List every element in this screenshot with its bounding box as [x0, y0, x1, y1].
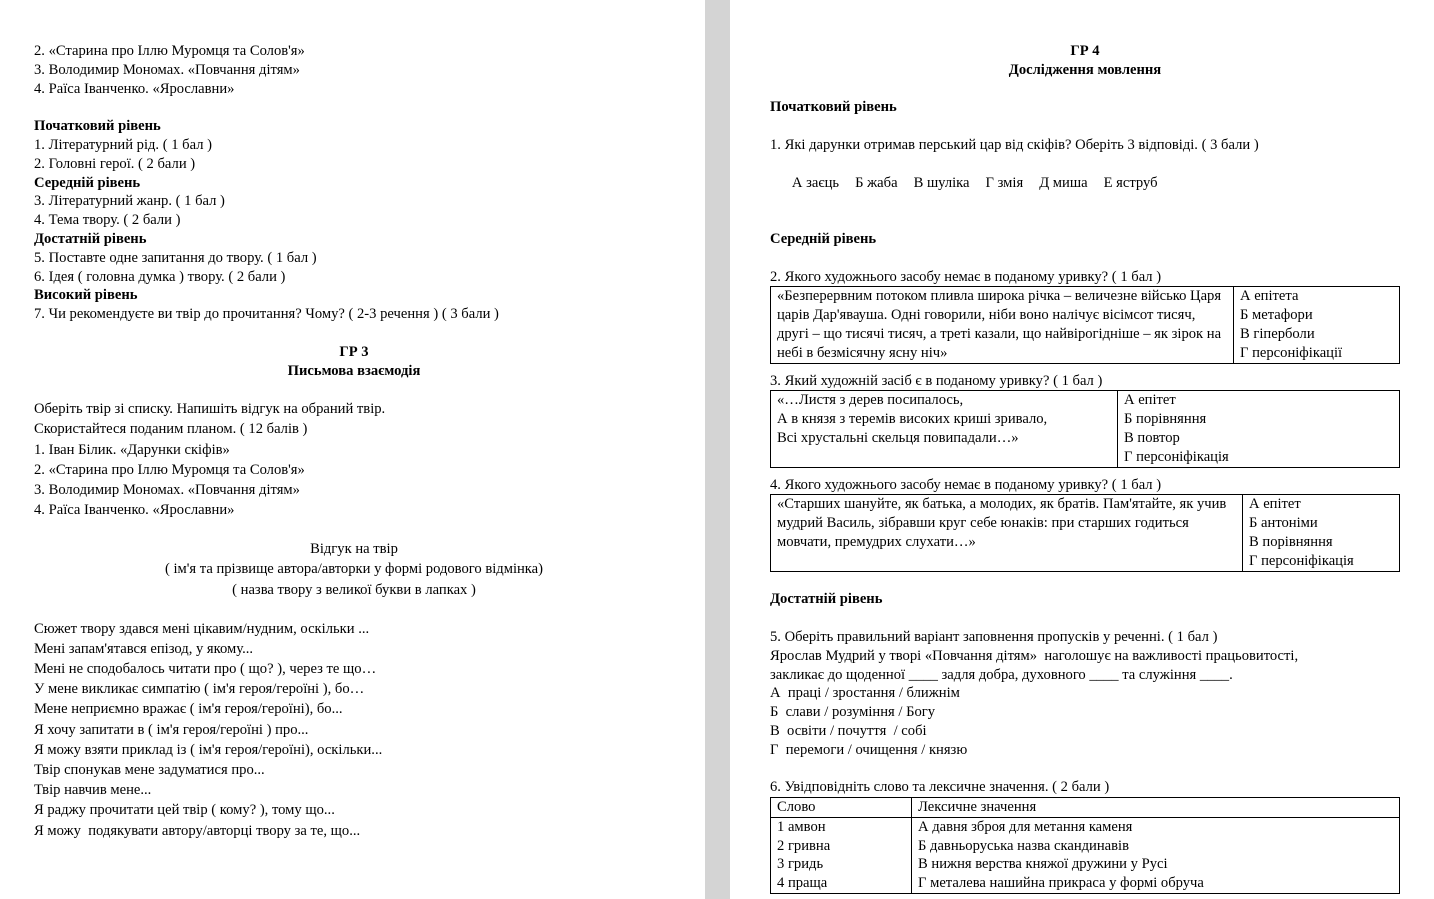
right-page [730, 0, 1434, 899]
answer-option: А заєць [791, 174, 840, 191]
meaning-item: Б давньоруська назва скандинавів [918, 837, 1129, 854]
question-item: 2. Головні герої. ( 2 бали ) [34, 155, 196, 172]
gr3-subtitle: Письмова взаємодія [287, 362, 421, 379]
review-plan [34, 619, 674, 841]
level-heading-sufficient: Достатній рівень [770, 591, 883, 608]
excerpt-text: «Старших шануйте, як батька, а молодих, як братів. Пам'ятайте, як учив мудрий Василь, зібравши круг себе юнаків: при старших годиться мовчати, премудрих слухати…» [777, 496, 1227, 550]
left-page [0, 0, 705, 899]
words-cell [771, 817, 912, 893]
answer-option: Г перемоги / очищення / князю [770, 741, 968, 758]
options-cell [1118, 391, 1400, 467]
level-section-sufficient [34, 230, 674, 286]
header-cell [912, 798, 1400, 818]
answer-option: Б антоніми [1249, 515, 1318, 532]
work-list-item: 4. Раїса Іванченко. «Ярославни» [34, 80, 235, 97]
word-item: 3 гридь [777, 856, 824, 873]
answer-option: В освіти / почуття / собі [770, 722, 927, 739]
work-list-item: 3. Володимир Мономах. «Повчання дітям» [34, 61, 300, 78]
question-5: 5. Оберіть правильний варіант заповнення пропусків у реченні. ( 1 бал ) [770, 628, 1218, 645]
level-heading-initial: Початковий рівень [770, 99, 897, 116]
excerpt-cell [771, 287, 1234, 363]
level-heading-middle: Середній рівень [770, 230, 877, 247]
question-1: 1. Які дарунки отримав перський цар від скіфів? Оберіть 3 відповіді. ( 3 бали ) [770, 136, 1259, 153]
task-line: 2. «Старина про Іллю Муромця та Солов'я» [34, 461, 305, 478]
header-word: Слово [777, 799, 816, 816]
answer-option: Б жаба [855, 174, 898, 191]
plan-line: Мені запам'ятався епізод, у якому... [34, 640, 254, 657]
review-header [34, 539, 674, 600]
question-item: 3. Літературний жанр. ( 1 бал ) [34, 193, 225, 210]
level-section-middle [34, 174, 674, 230]
table-row [771, 817, 1400, 893]
task-line: 4. Раїса Іванченко. «Ярославни» [34, 502, 235, 519]
plan-line: Мені не сподобалось читати про ( що? ), через те що… [34, 660, 377, 677]
level-heading: Початковий рівень [34, 118, 161, 135]
plan-line: У мене викликає симпатію ( ім'я героя/героїні ), бо… [34, 681, 365, 698]
level-heading: Достатній рівень [34, 230, 147, 247]
top-work-list [34, 42, 674, 98]
plan-line: Мене неприємно вражає ( ім'я героя/героїні), бо... [34, 701, 343, 718]
meaning-item: В нижня верства княжої дружини у Русі [918, 856, 1168, 873]
gr3-title: ГР 3 [339, 343, 369, 360]
question-1-options [770, 155, 1400, 211]
question-item: 5. Поставте одне запитання до твору. ( 1 бал ) [34, 249, 317, 266]
plan-line: Твір спонукав мене задуматися про... [34, 761, 265, 778]
meanings-cell [912, 817, 1400, 893]
plan-line: Я можу взяти приклад із ( ім'я героя/героїні), оскільки... [34, 741, 383, 758]
plan-line: Я раджу прочитати цей твір ( кому? ), тому що... [34, 802, 335, 819]
level-heading: Середній рівень [34, 174, 141, 191]
question-item: 7. Чи рекомендуєте ви твір до прочитання? Чому? ( 2-3 речення ) ( 3 бали ) [34, 306, 499, 323]
plan-line: Я можу подякувати автору/авторці твору за те, що... [34, 822, 361, 839]
answer-option: Б порівняння [1124, 411, 1207, 428]
gr4-title: ГР 4 [1070, 43, 1100, 59]
answer-option: Г персоніфікації [1240, 344, 1343, 361]
level-section-initial [34, 117, 674, 173]
task-block [34, 399, 674, 520]
answer-option: А епітет [1124, 392, 1176, 409]
meaning-item: А давня зброя для метання каменя [918, 818, 1133, 835]
plan-line: Сюжет твору здався мені цікавим/нудним, оскільки ... [34, 620, 370, 637]
review-title: Відгук на твір [310, 541, 398, 558]
answer-option: А епітет [1249, 496, 1301, 513]
question-6-table [770, 797, 1400, 894]
word-item: 4 праща [777, 875, 828, 892]
question-5-sentence: закликає до щоденної ____ задля добра, духовного ____ та служіння ____. [770, 666, 1233, 683]
task-line: 3. Володимир Мономах. «Повчання дітям» [34, 481, 300, 498]
question-3: 3. Який художній засіб є в поданому уривку? ( 1 бал ) [770, 372, 1103, 389]
task-line: Скористайтеся поданим планом. ( 12 балів ) [34, 421, 308, 438]
question-2-table [770, 286, 1400, 363]
answer-option: В шуліка [913, 174, 970, 191]
excerpt-text: «Безперервним потоком пливла широка річка – величезне військо Царя царів Дар'явауша. Одні говорили, ніби воно налічує вісімсот тисяч, другі – що тисячі тисяч, а треті казали, що найвірогідніше – як зірок на небі в безмісячну ясну ніч» [777, 288, 1222, 361]
question-4: 4. Якого художнього засобу немає в поданому уривку? ( 1 бал ) [770, 476, 1162, 493]
question-item: 6. Ідея ( головна думка ) твору. ( 2 бали ) [34, 268, 286, 285]
answer-option: В порівняння [1249, 533, 1333, 550]
header-cell [771, 798, 912, 818]
excerpt-line: Всі хрустальні скельця повипадали…» [777, 429, 1019, 446]
excerpt-cell [771, 495, 1243, 571]
gr4-subtitle: Дослідження мовлення [1008, 61, 1162, 78]
task-line: 1. Іван Білик. «Дарунки скіфів» [34, 441, 230, 458]
meaning-item: Г металева нашийна прикраса у формі обруча [918, 875, 1204, 892]
answer-option: Е яструб [1103, 174, 1158, 191]
work-list-item: 2. «Старина про Іллю Муромця та Солов'я» [34, 43, 305, 59]
answer-option: Г змія [985, 174, 1024, 191]
answer-option: Б метафори [1240, 307, 1313, 324]
question-4-table [770, 494, 1400, 571]
answer-option: В гіперболи [1240, 325, 1315, 342]
level-section-high [34, 286, 674, 324]
excerpt-line: А в князя з теремів високих криші зривало, [777, 411, 1048, 428]
question-6: 6. Увідповідніть слово та лексичне значення. ( 2 бали ) [770, 779, 1110, 796]
options-cell [1243, 495, 1400, 571]
review-work-hint: ( назва твору з великої букви в лапках ) [232, 581, 476, 598]
answer-option: Г персоніфікація [1124, 448, 1229, 465]
answer-option: А епітета [1240, 288, 1299, 305]
question-3-table [770, 390, 1400, 467]
level-heading: Високий рівень [34, 287, 138, 304]
excerpt-line: «…Листя з дерев посипалось, [777, 392, 964, 409]
word-item: 1 амвон [777, 818, 826, 835]
right-page-content [770, 42, 1400, 894]
review-author-hint: ( ім'я та прізвище автора/авторки у формі родового відмінка) [164, 561, 544, 578]
question-item: 4. Тема твору. ( 2 бали ) [34, 212, 181, 229]
excerpt-cell [771, 391, 1118, 467]
answer-option: А праці / зростання / ближнім [770, 685, 960, 702]
answer-option: Д миша [1039, 174, 1088, 191]
question-5-sentence: Ярослав Мудрий у творі «Повчання дітям» наголошує на важливості працьовитості, [770, 647, 1299, 664]
plan-line: Я хочу запитати в ( ім'я героя/героїні ) про... [34, 721, 309, 738]
word-item: 2 гривна [777, 837, 831, 854]
answer-option: Б слави / розуміння / Богу [770, 704, 936, 721]
answer-option: Г персоніфікація [1249, 552, 1354, 569]
answer-option: В повтор [1124, 429, 1180, 446]
table-header-row [771, 798, 1400, 818]
task-line: Оберіть твір зі списку. Напишіть відгук на обраний твір. [34, 401, 386, 418]
header-meaning: Лексичне значення [918, 799, 1037, 816]
left-page-content [34, 42, 674, 841]
question-2: 2. Якого художнього засобу немає в поданому уривку? ( 1 бал ) [770, 268, 1162, 285]
plan-line: Твір навчив мене... [34, 782, 152, 799]
options-cell [1234, 287, 1400, 363]
question-item: 1. Літературний рід. ( 1 бал ) [34, 136, 213, 153]
